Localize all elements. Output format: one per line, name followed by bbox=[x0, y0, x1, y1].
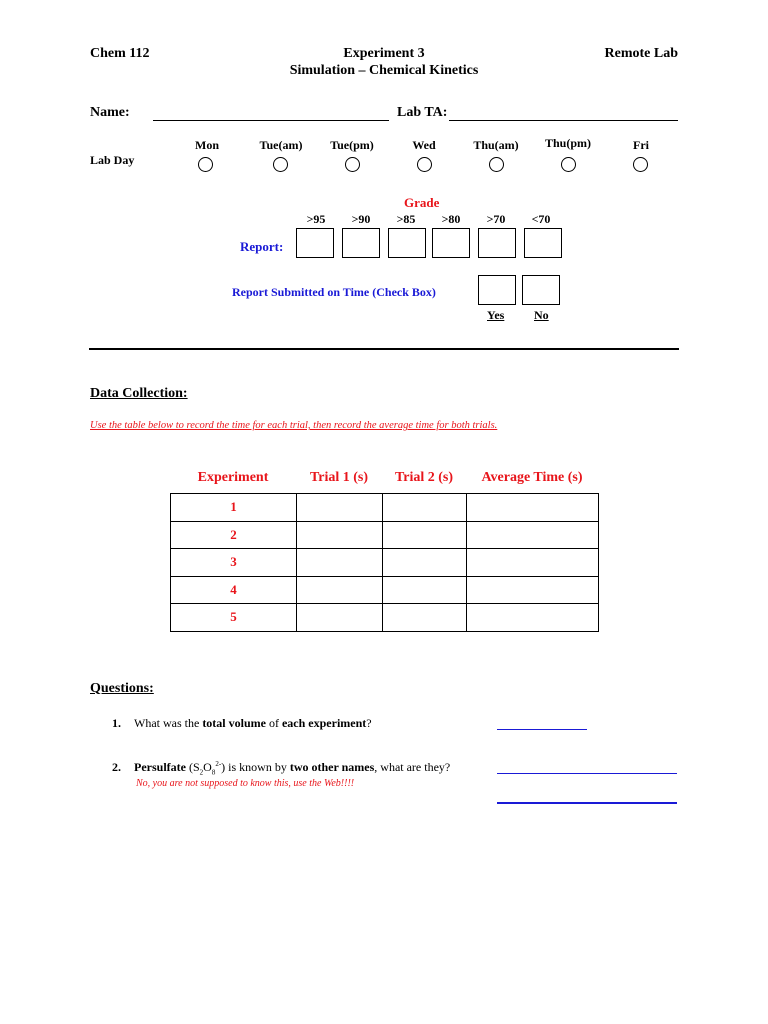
question-1-text-a: What was the bbox=[134, 716, 203, 730]
question-2-formula-open: (S bbox=[185, 760, 200, 774]
radio-tue-am[interactable] bbox=[273, 157, 288, 172]
question-2-hint: No, you are not supposed to know this, use the Web!!!! bbox=[136, 778, 355, 789]
trial-1-cell[interactable] bbox=[297, 604, 383, 632]
average-time-cell[interactable] bbox=[467, 494, 599, 522]
radio-mon[interactable] bbox=[198, 157, 213, 172]
experiment-subtitle: Simulation – Chemical Kinetics bbox=[289, 63, 479, 78]
column-header-experiment: Experiment bbox=[197, 470, 269, 485]
question-2-bold-b: two other names bbox=[289, 760, 375, 774]
question-1-text-b: of bbox=[265, 716, 282, 730]
average-time-cell[interactable] bbox=[467, 604, 599, 632]
question-1-number: 1. bbox=[112, 716, 121, 730]
trial-1-cell[interactable] bbox=[297, 576, 383, 604]
formula-sub-o: 8 bbox=[211, 768, 216, 777]
grade-title: Grade bbox=[404, 195, 440, 210]
table-row bbox=[171, 604, 599, 632]
average-time-cell[interactable] bbox=[467, 576, 599, 604]
on-time-yes-label: Yes bbox=[487, 308, 505, 322]
radio-thu-pm[interactable] bbox=[561, 157, 576, 172]
radio-wed[interactable] bbox=[417, 157, 432, 172]
lab-ta-label: Lab TA: bbox=[397, 105, 448, 120]
day-label-wed: Wed bbox=[412, 138, 436, 152]
lab-day-label: Lab Day bbox=[90, 153, 135, 167]
column-header-trial-1: Trial 1 (s) bbox=[309, 470, 369, 485]
grade-level-80: >80 bbox=[441, 212, 461, 226]
table-row bbox=[171, 576, 599, 604]
radio-fri[interactable] bbox=[633, 157, 648, 172]
formula-charge: 2- bbox=[215, 760, 222, 768]
grade-box-80[interactable] bbox=[432, 228, 470, 258]
question-1 bbox=[112, 716, 372, 731]
question-1-bold-a: total volume bbox=[202, 716, 266, 730]
question-2-text-c: , what are they? bbox=[374, 760, 451, 774]
column-header-trial-2: Trial 2 (s) bbox=[394, 470, 454, 485]
day-label-mon: Mon bbox=[195, 138, 219, 152]
grade-level-below-70: <70 bbox=[531, 212, 551, 226]
day-label-thu-pm: Thu(pm) bbox=[544, 136, 591, 150]
formula-o: O bbox=[203, 760, 212, 774]
grade-box-90[interactable] bbox=[342, 228, 380, 258]
column-header-average-time: Average Time (s) bbox=[481, 470, 583, 485]
grade-level-70: >70 bbox=[486, 212, 506, 226]
course-code: Chem 112 bbox=[90, 46, 150, 61]
name-label: Name: bbox=[90, 105, 130, 120]
trial-1-cell[interactable] bbox=[297, 494, 383, 522]
table-row bbox=[171, 549, 599, 577]
lab-mode: Remote Lab bbox=[604, 46, 678, 61]
grade-box-below-70[interactable] bbox=[524, 228, 562, 258]
question-2 bbox=[112, 760, 450, 776]
experiment-number: 1 bbox=[171, 494, 297, 522]
day-label-tue-am: Tue(am) bbox=[259, 138, 303, 152]
on-time-label: Report Submitted on Time (Check Box) bbox=[232, 285, 436, 299]
trial-2-cell[interactable] bbox=[383, 494, 467, 522]
table-row bbox=[171, 521, 599, 549]
data-table bbox=[170, 493, 599, 632]
grade-level-95: >95 bbox=[306, 212, 326, 226]
table-row bbox=[171, 494, 599, 522]
on-time-yes-box[interactable] bbox=[478, 275, 516, 305]
day-label-thu-am: Thu(am) bbox=[473, 138, 519, 152]
question-2-text-b: ) is known by bbox=[221, 760, 290, 774]
section-divider bbox=[89, 348, 679, 350]
questions-heading: Questions: bbox=[90, 681, 154, 696]
trial-1-cell[interactable] bbox=[297, 549, 383, 577]
grade-level-85: >85 bbox=[396, 212, 416, 226]
experiment-number: 3 bbox=[171, 549, 297, 577]
answer-1-line[interactable] bbox=[497, 729, 587, 730]
experiment-number: 5 bbox=[171, 604, 297, 632]
trial-2-cell[interactable] bbox=[383, 576, 467, 604]
report-label: Report: bbox=[240, 239, 284, 254]
trial-1-cell[interactable] bbox=[297, 521, 383, 549]
experiment-number: 4 bbox=[171, 576, 297, 604]
grade-level-90: >90 bbox=[351, 212, 371, 226]
trial-2-cell[interactable] bbox=[383, 521, 467, 549]
radio-thu-am[interactable] bbox=[489, 157, 504, 172]
lab-ta-field[interactable] bbox=[449, 120, 678, 121]
experiment-number: 2 bbox=[171, 521, 297, 549]
radio-tue-pm[interactable] bbox=[345, 157, 360, 172]
data-collection-instruction: Use the table below to record the time for each trial, then record the average time for both trials. bbox=[90, 420, 498, 431]
answer-2a-line[interactable] bbox=[497, 773, 677, 774]
day-label-fri: Fri bbox=[633, 138, 649, 152]
formula-sub-s: 2 bbox=[199, 768, 204, 777]
grade-box-85[interactable] bbox=[388, 228, 426, 258]
question-1-text-c: ? bbox=[366, 716, 372, 730]
on-time-no-box[interactable] bbox=[522, 275, 560, 305]
trial-2-cell[interactable] bbox=[383, 549, 467, 577]
experiment-title: Experiment 3 bbox=[343, 46, 425, 61]
day-label-tue-pm: Tue(pm) bbox=[330, 138, 374, 152]
name-field[interactable] bbox=[153, 120, 389, 121]
answer-2b-line[interactable] bbox=[497, 802, 677, 804]
average-time-cell[interactable] bbox=[467, 521, 599, 549]
trial-2-cell[interactable] bbox=[383, 604, 467, 632]
grade-box-70[interactable] bbox=[478, 228, 516, 258]
question-1-bold-b: each experiment bbox=[281, 716, 367, 730]
question-2-bold-a: Persulfate bbox=[134, 760, 186, 774]
grade-box-95[interactable] bbox=[296, 228, 334, 258]
question-2-number: 2. bbox=[112, 760, 121, 774]
data-collection-heading: Data Collection: bbox=[90, 386, 188, 401]
on-time-no-label: No bbox=[534, 308, 549, 322]
average-time-cell[interactable] bbox=[467, 549, 599, 577]
